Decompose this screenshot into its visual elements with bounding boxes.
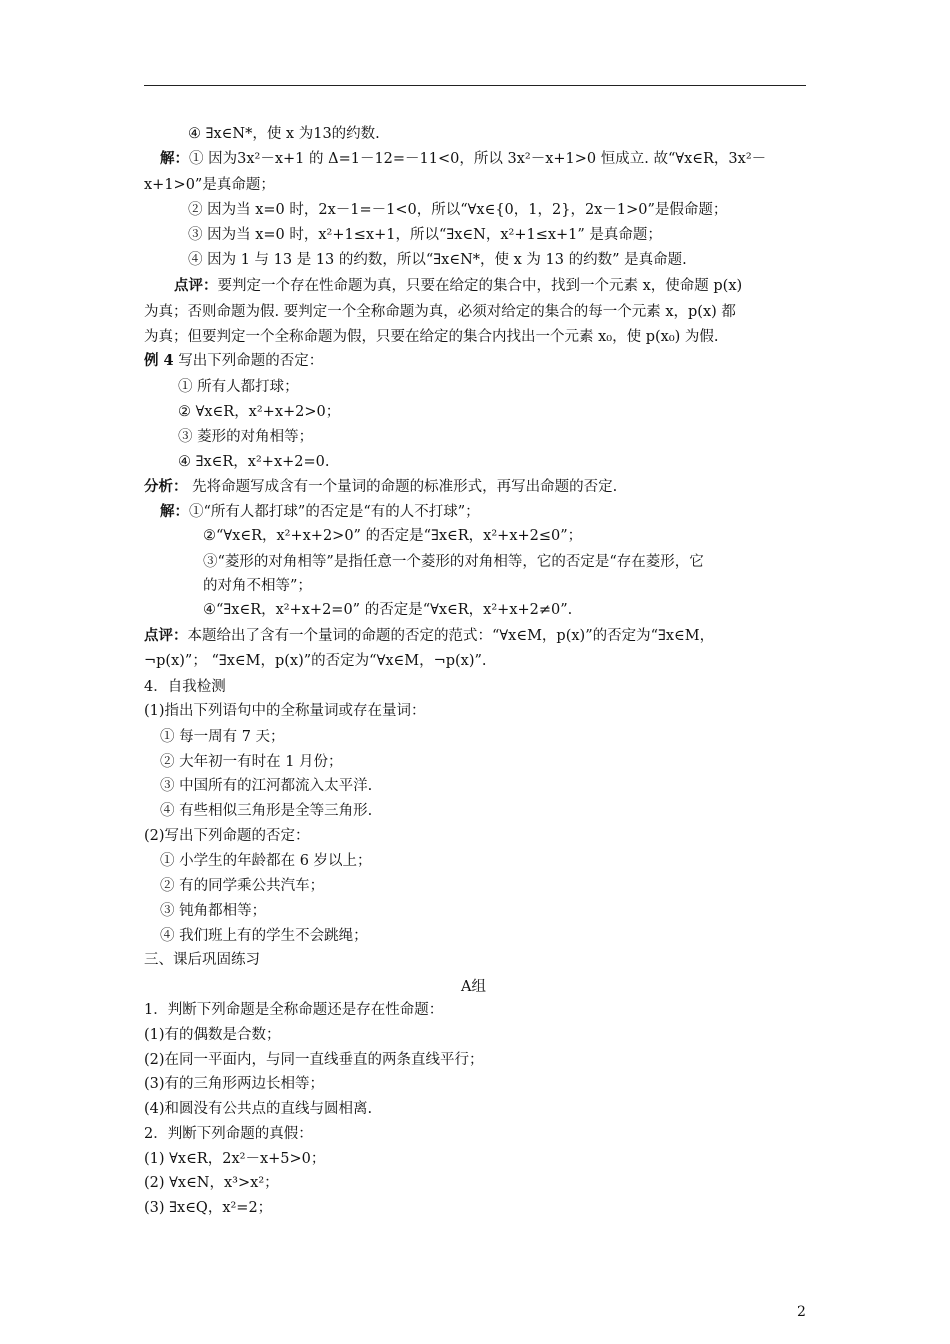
text-line: ② 大年初一有时在 1 月份； [160, 754, 343, 770]
text-line: ③ 因为当 x=0 时，x²+1≤x+1，所以“∃x∈N，x²+1≤x+1” 是真命题； [188, 227, 662, 243]
text-line: ① 每一周有 7 天； [160, 729, 285, 745]
text-line: 点评：本题给出了含有一个量词的命题的否定的范式：“∀x∈M，p(x)”的否定为“∃x∈M， [144, 627, 715, 644]
text-line: (1)指出下列语句中的全称量词或存在量词： [144, 703, 426, 719]
text-line: ④“∃x∈R，x²+x+2=0” 的否定是“∀x∈R，x²+x+2≠0”. [203, 602, 573, 618]
text-line: 解：① 因为3x²－x+1 的 Δ=1－12=－11<0，所以 3x²－x+1>0 恒成立. 故“∀x∈R，3x²－ [160, 150, 767, 167]
text-line: ① 所有人都打球； [178, 379, 299, 395]
text-line: ② ∀x∈R，x²+x+2>0； [178, 404, 341, 420]
text-line: (2)写出下列命题的否定： [144, 828, 310, 844]
text-line: 点评：要判定一个存在性命题为真，只要在给定的集合中，找到一个元素 x，使命题 p(x) [174, 277, 743, 294]
text-line: (2) ∀x∈N，x³>x²； [144, 1175, 279, 1191]
text-line: (3)有的三角形两边长相等； [144, 1076, 325, 1092]
text-line: 三、课后巩固练习 [144, 952, 260, 968]
text-line: (3) ∃x∈Q，x²=2； [144, 1200, 273, 1216]
text-line: 例 4 写出下列命题的否定： [144, 352, 324, 369]
text-line: x+1>0”是真命题； [144, 177, 275, 193]
text-line: ②“∀x∈R，x²+x+2>0” 的否定是“∃x∈R，x²+x+2≤0”； [203, 528, 583, 544]
text-line: 为真；但要判定一个全称命题为假，只要在给定的集合内找出一个元素 x₀，使 p(x₀) 为假. [144, 329, 719, 345]
text-line: (4)和圆没有公共点的直线与圆相离. [144, 1101, 373, 1117]
text-line: 4．自我检测 [144, 679, 226, 695]
text-line: ① 小学生的年龄都在 6 岁以上； [160, 853, 372, 869]
text-line: 解：①“所有人都打球”的否定是“有的人不打球”； [160, 503, 480, 520]
text-line: 2．判断下列命题的真假： [144, 1126, 313, 1142]
text-line: ③“菱形的对角相等”是指任意一个菱形的对角相等，它的否定是“存在菱形，它 [203, 554, 704, 570]
text-line: ③ 中国所有的江河都流入太平洋. [160, 778, 373, 794]
text-line: ¬p(x)”； “∃x∈M，p(x)”的否定为“∀x∈M，¬p(x)”. [144, 653, 487, 669]
text-line: ② 因为当 x=0 时，2x－1=－1<0，所以“∀x∈{0，1，2}，2x－1>0”是假命题； [188, 202, 728, 218]
text-line: 的对角不相等”； [203, 578, 312, 594]
text-line: ④ 因为 1 与 13 是 13 的约数，所以“∃x∈N*，使 x 为 13 的约数” 是真命题. [188, 252, 687, 268]
text-line: ③ 钝角都相等； [160, 903, 267, 919]
text-line: ④ 有些相似三角形是全等三角形. [160, 803, 373, 819]
text-line: ④ ∃x∈N*，使 x 为13的约数. [188, 126, 380, 142]
text-line: (2)在同一平面内，与同一直线垂直的两条直线平行； [144, 1052, 484, 1068]
text-line: (1)有的偶数是合数； [144, 1027, 281, 1043]
header-rule [144, 85, 806, 86]
text-line: ④ ∃x∈R，x²+x+2=0. [178, 454, 330, 470]
text-line: ④ 我们班上有的学生不会跳绳； [160, 928, 368, 944]
text-line: ② 有的同学乘公共汽车； [160, 878, 325, 894]
group-heading: A组 [461, 979, 486, 995]
text-line: 为真；否则命题为假. 要判定一个全称命题为真，必须对给定的集合的每一个元素 x，p(x) 都 [144, 304, 736, 320]
text-line: 分析： 先将命题写成含有一个量词的命题的标准形式，再写出命题的否定. [144, 478, 618, 495]
text-line: ③ 菱形的对角相等； [178, 429, 314, 445]
text-line: 1．判断下列命题是全称命题还是存在性命题： [144, 1002, 444, 1018]
page-number: 2 [797, 1304, 806, 1320]
text-line: (1) ∀x∈R，2x²－x+5>0； [144, 1151, 326, 1167]
